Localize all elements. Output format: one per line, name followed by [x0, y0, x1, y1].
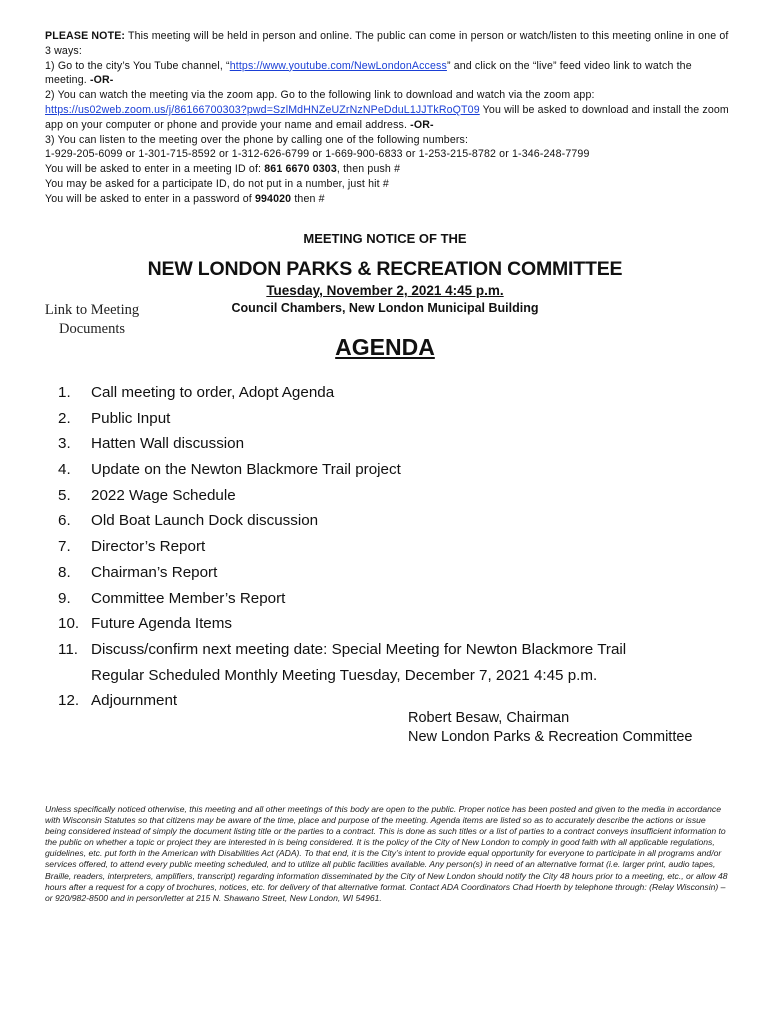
meeting-notice-heading: MEETING NOTICE OF THE: [303, 231, 467, 246]
signature-block: [408, 709, 693, 746]
agenda-item-text: 2022 Wage Schedule: [91, 486, 236, 504]
agenda-item-text: Committee Member’s Report: [91, 589, 286, 607]
youtube-link[interactable]: https://www.youtube.com/NewLondonAccess: [229, 59, 447, 72]
agenda-item-number: 2.: [58, 409, 71, 427]
agenda-item-text: Regular Scheduled Monthly Meeting Tuesday, December 7, 2021 4:45 p.m.: [91, 666, 598, 684]
note-intro-text: This meeting will be held in person and online. The public can come in person or watch/listen to this meeting online in one of 3 ways:: [45, 30, 729, 57]
agenda-item: [58, 457, 748, 483]
way2-text-after: You will be asked to download and install the zoom app on your computer or phone and provide your name and email address.: [45, 103, 729, 131]
committee-title: NEW LONDON PARKS & RECREATION COMMITTEE: [147, 258, 623, 280]
meeting-id-line: [45, 162, 735, 177]
agenda-item-number: 7.: [58, 538, 71, 556]
meeting-datetime: Tuesday, November 2, 2021 4:45 p.m.: [266, 283, 504, 298]
phone-numbers: 1-929-205-6099 or 1-301-715-8592 or 1-312-626-6799 or 1-669-900-6833 or 1-253-215-8782 or 1-346-248-7799: [45, 148, 590, 161]
agenda-item: [58, 611, 748, 637]
agenda-item-text: Old Boat Launch Dock discussion: [91, 512, 319, 530]
agenda-item-number: 6.: [58, 512, 71, 530]
agenda-item-text: Future Agenda Items: [91, 615, 232, 633]
agenda-item: [58, 406, 748, 432]
agenda-title: AGENDA: [335, 334, 435, 360]
note-intro: [45, 29, 735, 59]
chairman-committee: New London Parks & Recreation Committee: [408, 728, 693, 745]
meeting-id: 861 6670 0303: [264, 163, 337, 176]
way2-text: 2) You can watch the meeting via the zoom app. Go to the following link to download and watch via the zoom app:: [45, 89, 595, 102]
agenda-item: [58, 380, 748, 406]
agenda-item-number: 9.: [58, 589, 71, 607]
attendance-note: [45, 29, 735, 207]
agenda-list: [58, 380, 748, 714]
meeting-id-label: You will be asked to enter in a meeting ID of:: [45, 163, 262, 176]
password-line: [45, 192, 735, 207]
agenda-item-number: 4.: [58, 461, 71, 479]
agenda-item-text: Public Input: [91, 409, 171, 427]
way1-text-after: ” and click on the “live” feed video link to watch the meeting.: [45, 59, 692, 87]
agenda-item: [58, 483, 748, 509]
agenda-item: [58, 560, 748, 586]
password-after: then #: [294, 192, 325, 205]
agenda-item-number: 3.: [58, 435, 71, 453]
agenda-item-number: 10.: [58, 615, 80, 633]
note-way-3: 3) You can listen to the meeting over the phone by calling one of the following numbers:: [45, 133, 469, 146]
password: 994020: [254, 192, 292, 205]
note-way-1: [45, 59, 735, 89]
agenda-item-number: 5.: [58, 486, 71, 504]
agenda-item-text: Call meeting to order, Adopt Agenda: [91, 384, 335, 401]
agenda-item: [58, 431, 748, 457]
agenda-item-text: Adjournment: [91, 692, 178, 710]
or-label: -OR-: [89, 74, 114, 87]
zoom-link[interactable]: https://us02web.zoom.us/j/86166700303?pwd=SzlMdHNZeUZrNzNPeDduL1JJTkRoQT09: [45, 103, 480, 116]
chairman-name: Robert Besaw, Chairman: [408, 710, 570, 726]
agenda-item-text: Chairman’s Report: [91, 563, 218, 581]
agenda-item-number: 1.: [58, 384, 71, 401]
public-meeting-disclaimer: Unless specifically noticed otherwise, this meeting and all other meetings of this body are open to the public. Proper notice has been posted and given to the media in accordance with Wisconsin Statutes so that citizens may be aware of the time, place and purpose of the meeting. Agenda items are listed so as to accurately describe the actions or issue being considered instead of simply the document listing title or the parties to a contract. This is done as such titles or a list of parties to a contract conveys insufficient information to the public on whether a topic or project they are interested in is being considered. It is the policy of the City of New London to comply in good faith with all applicable regulations, guidelines, etc. put forth in the American with Disabilities Act (ADA). To that end, it is the City’s intent to provide equal opportunity for everyone to participate in all programs and/or services offered, to attend every public meeting scheduled, and to utilize all public facilities available. Any person(s) in need of an alternative format (i.e. larger print, audio tapes, Braille, readers, interpreters, amplifiers, transcript) regarding information disseminated by the City of New London should notify the City 48 hours prior to a meeting, etc., or allow 48 hours after a request for a copy of brochures, notices, etc. for delivery of that alternative format. Contact ADA Coordinators Chad Hoerth by telephone through: (Relay Wisconsin) – or 920/982-8500 and in person/letter at 215 N. Shawano Street, New London, WI 54961.: [45, 804, 728, 903]
note-label: PLEASE NOTE:: [45, 30, 126, 42]
participant-line: You may be asked for a participate ID, do not put in a number, just hit #: [45, 177, 389, 190]
meeting-location: Council Chambers, New London Municipal Building: [231, 301, 539, 315]
agenda-item-number: 11.: [58, 640, 78, 658]
password-label: You will be asked to enter in a password of: [45, 192, 252, 205]
agenda-item: [58, 637, 748, 663]
agenda-item-number: 8.: [58, 563, 71, 581]
or-label: -OR-: [410, 118, 434, 131]
meeting-id-after: , then push #: [336, 163, 401, 176]
agenda-item: [58, 534, 748, 560]
agenda-item-text: Director’s Report: [91, 538, 206, 556]
agenda-item: [58, 508, 748, 534]
agenda-item-text: Update on the Newton Blackmore Trail project: [91, 461, 401, 479]
agenda-item-number: 12.: [58, 692, 80, 710]
agenda-item-continuation: [58, 663, 748, 689]
agenda-item-text: Hatten Wall discussion: [91, 435, 245, 453]
agenda-item: [58, 586, 748, 612]
agenda-item-text: Discuss/confirm next meeting date: Special Meeting for Newton Blackmore Trail: [91, 640, 627, 658]
meeting-documents-link[interactable]: Link to Meeting Documents: [44, 302, 140, 337]
note-way-2: [45, 88, 735, 132]
way1-text: 1) Go to the city’s You Tube channel, “: [45, 59, 230, 72]
